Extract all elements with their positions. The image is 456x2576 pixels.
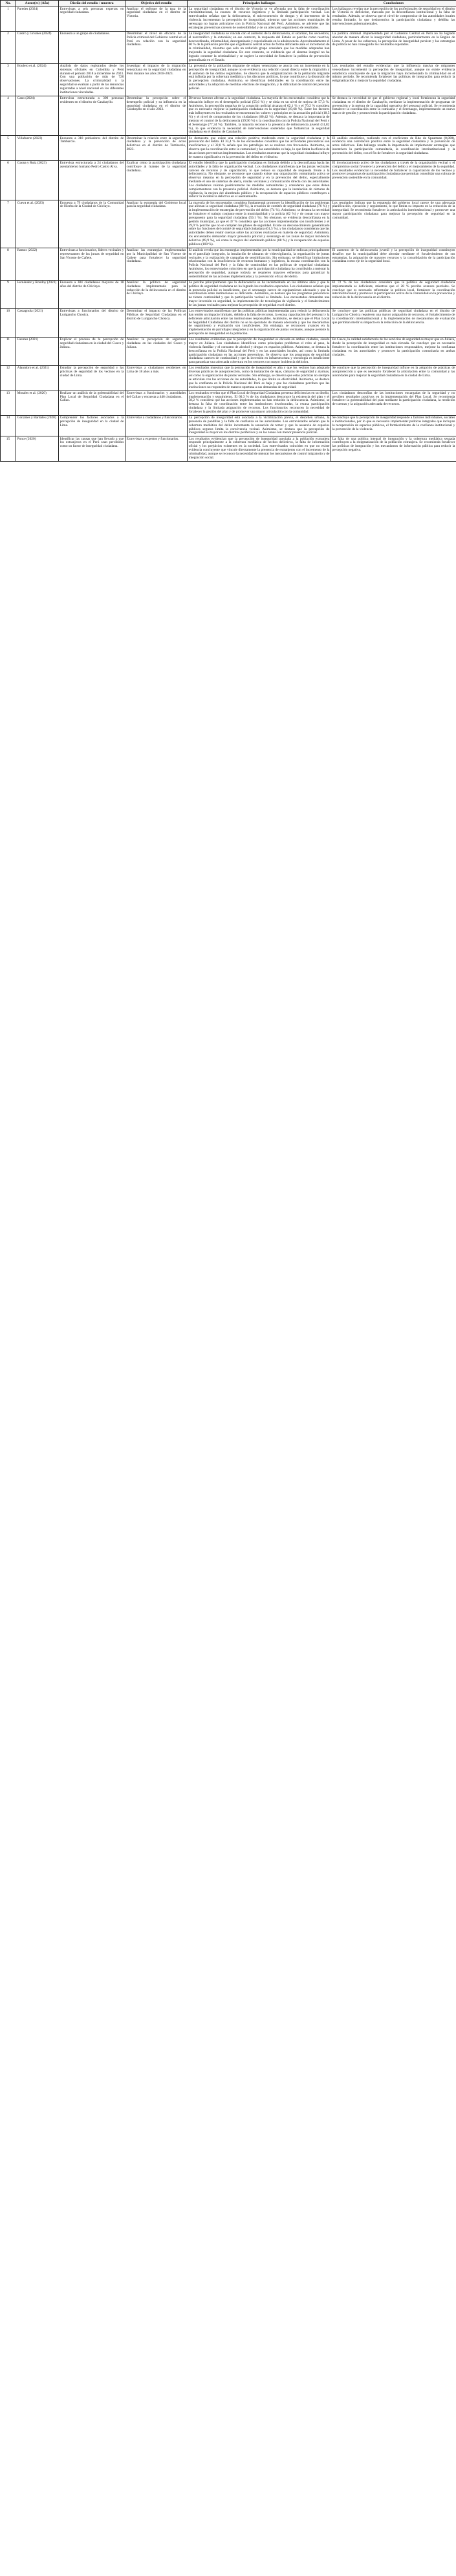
cell-no: 7 bbox=[1, 200, 16, 248]
cell-author: Gonzales y Bardales (2020) bbox=[16, 415, 59, 436]
cell-findings: El análisis revela que las estrategias implementadas por la municipalidad se enfocan principalmente en el patrullaje integrado, la instalación de cámaras de videovigilancia, la organización de juntas vecinales y la realización de campañas de sensibilización. Sin embargo, se identifican limitaciones relacionadas con la insuficiencia de recursos humanos y logísticos, la escasa coordinación con la Policía Nacional del Perú y la falta de continuidad en las políticas de seguridad ciudadana. Asimismo, los entrevistados coinciden en que la participación ciudadana ha contribuido a mejorar la percepción de seguridad, aunque todavía se requieren mayores esfuerzos para garantizar la sostenibilidad de las acciones implementadas y la prevención eficaz del delito. bbox=[188, 248, 331, 280]
cell-objective: Analizar la estrategia del Gobierno local para la seguridad ciudadana. bbox=[125, 200, 188, 248]
cell-design: Entrevistas a funcionarios del distrito de Lurigancho Chosica. bbox=[59, 308, 125, 337]
cell-conclusions: La política criminal implementada por el Gobierno Central en Perú no ha logrado abordar de manera eficaz la inseguridad ciudadana, particularmente en la Región de Lima. A pesar de los esfuerzos, la percepción de inseguridad persiste y las estrategias de política no han conseguido los resultados esperados. bbox=[331, 31, 456, 63]
cell-author: Villafuerte (2023) bbox=[16, 136, 59, 160]
cell-findings: Los resultados muestran que la percepción de inseguridad es alta y que los vecinos han adoptado diversas prácticas de autoprotección, como la instalación de rejas, cámaras de seguridad y alarmas, así como la organización de juntas vecinales. Sin embargo, se observa que estas prácticas no siempre se articulan con las acciones de las autoridades, lo que limita su efectividad. Asimismo, se destaca que la confianza en la Policía Nacional del Perú es baja y que los ciudadanos perciben que las instituciones no responden de manera oportuna a sus demandas de seguridad. bbox=[188, 366, 331, 391]
cell-no: 5 bbox=[1, 136, 16, 160]
cell-objective: Entrevistas a expertos y funcionarios. bbox=[125, 436, 188, 461]
cell-author: Fuentes (2021) bbox=[16, 338, 59, 366]
cell-no: 14 bbox=[1, 415, 16, 436]
cell-objective: Determinar el nivel de eficacia de la Policía criminal del Gobierno central en el Perú en relación con la seguridad ciudadana. bbox=[125, 31, 188, 63]
cell-conclusions: La falta de una política integral de integración y la cobertura mediática sesgada contribuyen a la estigmatización de la población extranjera. Se recomienda fortalecer las políticas de integración y los mecanismos de información pública para reducir la percepción negativa. bbox=[331, 436, 456, 461]
cell-no: 2 bbox=[1, 31, 16, 63]
cell-author: Ponce (2020) bbox=[16, 436, 59, 461]
cell-findings: La seguridad ciudadana en el distrito de Victoria se ve afectada por la falta de coordinación interinstitucional, la escasez de recursos logísticos y la limitada participación vecinal. Los entrevistados señalan que la delincuencia, el microcomercio de drogas y el incremento de la violencia incrementan la percepción de inseguridad, mientras que las acciones municipales de serenazgo no logran articularse con la Policía Nacional del Perú. Asimismo, se advierte que las estrategias preventivas carecen de sostenibilidad y de un adecuado seguimiento de resultados. bbox=[188, 6, 331, 31]
cell-design: Comprender los factores asociados a la percepción de inseguridad en la ciudad de Lima. bbox=[59, 415, 125, 436]
cell-conclusions: El aumento de la delincuencia juvenil y la percepción de inseguridad constituyen desafíos que la municipalidad debe abordar mediante el fortalecimiento de sus estrategias, la asignación de mayores recursos y la consolidación de la participación ciudadana como eje de la seguridad local. bbox=[331, 248, 456, 280]
cell-conclusions: Se concluye que la percepción de inseguridad responde a factores individuales, sociales e institucionales, por lo que es necesario implementar políticas integrales que incluyan la recuperación de espacios públicos, el fortalecimiento de la confianza institucional y la prevención de la violencia. bbox=[331, 415, 456, 436]
cell-design: Encuesta a 318 pobladores del distrito de Tambarcio. bbox=[59, 136, 125, 160]
cell-no: 10 bbox=[1, 308, 16, 337]
table-row bbox=[1, 366, 456, 391]
header-objective: Objetivo del estudio bbox=[125, 1, 188, 6]
cell-design: Estudiar la percepción de seguridad y las prácticas de seguridad de los vecinos en la ciudad de Lima. bbox=[59, 366, 125, 391]
cell-design: Entrevista estructurada a 24 ciudadanos del asentamiento humano Pedro Castro Alva. bbox=[59, 160, 125, 200]
cell-no: 4 bbox=[1, 96, 16, 136]
cell-objective: Analizar el enfoque de la tasa de la seguridad ciudadana en el distrito de Victoria. bbox=[125, 6, 188, 31]
cell-objective: Determinar la relación entre la seguridad ciudadana y la prevención de actos delictivos en el distrito de Tambarcio, 2023. bbox=[125, 136, 188, 160]
header-design: Diseño del estudio / muestra bbox=[59, 1, 125, 6]
table-row bbox=[1, 96, 456, 136]
cell-findings: Se demuestra que existe una relación positiva moderada entre la seguridad ciudadana y la prevención del delito. El 33,4 % de los encuestados considera que las actividades preventivas son insuficientes y el 32,8 % señala que los patrullajes no se realizan con frecuencia. Asimismo, se observa que la coordinación entre la comunidad y las autoridades es baja, lo que limita la eficacia de las acciones preventivas implementadas. Los resultados muestran que la seguridad ciudadana influye de manera significativa en la prevención del delito en el distrito. bbox=[188, 136, 331, 160]
cell-conclusions: En Cusco, la calidad satisfactoria de los servicios de seguridad es mayor que en Juliaca, donde la percepción de inseguridad es más elevada. Se concluye que es necesario fortalecer la coordinación entre las instituciones responsables, mejorar la confianza ciudadana en las autoridades y promover la participación comunitaria en ambas ciudades. bbox=[331, 338, 456, 366]
table-row bbox=[1, 200, 456, 248]
cell-author: Paredes (2024) bbox=[16, 6, 59, 31]
cell-objective: Entrevistas a ciudadanos residentes en Lima de 18 años a más. bbox=[125, 366, 188, 391]
cell-design: Encuesta a 79 ciudadanos de la Comunidad de Hierba de la Ciudad de Chiclayo. bbox=[59, 200, 125, 248]
cell-design: Encuesta a 384 ciudadanos mayores de 18 años del distrito de Chiclayo. bbox=[59, 280, 125, 308]
table-row bbox=[1, 280, 456, 308]
cell-objective: Explicar cómo la participación ciudadana contribuye al manejo de la seguridad ciudadana. bbox=[125, 160, 188, 200]
cell-author: Morales et al. (2020) bbox=[16, 391, 59, 415]
cell-no: 3 bbox=[1, 63, 16, 96]
cell-objective: Investigar el impacto de la migración venezolana en la seguridad ciudadana en Perú durante los años 2018-2023. bbox=[125, 63, 188, 96]
cell-conclusions: El involucramiento activo de los ciudadanos a través de la organización vecinal y el compromiso social favorece la prevención del delito y el mejoramiento de la seguridad. Los resultados evidencian la necesidad de fortalecer la capacitación de los vecinos y promover programas de participación ciudadana que permitan consolidar una cultura de prevención sostenible en la comunidad. bbox=[331, 160, 456, 200]
cell-conclusions: Los resultados del estudio evidencian que la influencia masiva de migrantes venezolanos incrementó la percepción de inseguridad, aunque no existe evidencia estadística concluyente de que la migración haya incrementado la criminalidad en el mismo período. Se recomienda fortalecer las políticas de integración para reducir la estigmatización y mejorar la seguridad ciudadana. bbox=[331, 63, 456, 96]
table-row bbox=[1, 308, 456, 337]
table-body bbox=[1, 6, 456, 461]
cell-objective: Entrevistas a ciudadanos y funcionarios. bbox=[125, 415, 188, 436]
header-findings: Principales hallazgos bbox=[188, 1, 331, 6]
cell-design: Encuesta a un grupo de ciudadanos. bbox=[59, 31, 125, 63]
cell-author: Cueva et al. (2023) bbox=[16, 200, 59, 248]
cell-objective: Analizar las estrategias implementadas por la Municipalidad de San Vicente de Cañete para fortalecer la seguridad ciudadana. bbox=[125, 248, 188, 280]
cell-author: Fernández y Rondoy (2022) bbox=[16, 280, 59, 308]
cell-findings: Los resultados revelan que el Plan Local de Seguridad Ciudadana presenta deficiencias en su diseño, implementación y seguimiento. El 60,3 % de los ciudadanos desconoce la existencia del plan y el 58,2 % considera que las acciones implementadas no han reducido la delincuencia. Asimismo, se destaca la falta de coordinación entre las instituciones involucradas, la escasa participación ciudadana y la limitada asignación de recursos. Los funcionarios reconocen la necesidad de fortalecer la gestión del plan y de promover una mayor articulación con la comunidad. bbox=[188, 391, 331, 415]
cell-findings: La inseguridad ciudadana se vincula con el aumento de la delincuencia, el sicariato, los secuestros, el narcotráfico y la extorsión; en ese contexto, la respuesta del Estado se percibe como reactiva, descoordinada, informalidad, desorganizada y especializada en la adolescencia. Aproximadamente el 60 % de la población percibe que el gobierno central actuó de forma deficiente ante el incremento de la criminalidad, mientras que solo un reducido grupo considera que las medidas adoptadas han mejorado la seguridad ciudadana. En este contexto, se evidencia que el sistema integral no ha logrado contener la criminalidad y se sugiere la necesidad de fortalecer la política de prevención generalizada en el Estado. bbox=[188, 31, 331, 63]
header-author: Autor(es) (Año) bbox=[16, 1, 59, 6]
cell-conclusions: Los ciudadanos desconfían de las instituciones encargadas de la seguridad y no perciben resultados positivos en la implementación del Plan Local. Se recomienda fortalecer la gobernabilidad del plan mediante la participación ciudadana, la rendición de cuentas y la asignación adecuada de recursos. bbox=[331, 391, 456, 415]
cell-objective: Determinar el impacto de las Políticas Públicas de Seguridad Ciudadana en el distrito de Lurigancho Chosica. bbox=[125, 308, 188, 337]
cell-author: Gaona y Ruiz (2023) bbox=[16, 160, 59, 200]
cell-no: 1 bbox=[1, 6, 16, 31]
cell-design: Explicar el proceso de la percepción de seguridad ciudadana en la ciudad del Cusco y Juliaca. bbox=[59, 338, 125, 366]
cell-design: Entrevistas a funcionarios, líderes vecinales y representantes de las juntas de seguridad en San Vicente de Cañete. bbox=[59, 248, 125, 280]
cell-findings: El estudio identifica que la participación ciudadana es limitada debido a la desconfianza hacia las autoridades y la falta de organización vecinal. Los ciudadanos manifiestan que las juntas vecinales carecen de recursos y de capacitación, lo que reduce su capacidad de respuesta frente a la delincuencia. No obstante, se reconoce que cuando existe una organización comunitaria activa se observan mejoras en la percepción de seguridad y en la prevención del delito, especialmente mediante el uso de sistemas de alerta, rondas vecinales y comunicación directa con las autoridades. Los ciudadanos valoran positivamente las medidas comunitarias y consideran que estas deben complementarse con la presencia policial. Asimismo, se destaca que la instalación de cámaras de vigilancia, la mejora del alumbrado público y la recuperación de espacios públicos contribuyen a reducir la incidencia delictiva en el asentamiento. bbox=[188, 160, 331, 200]
cell-conclusions: Se destaca la necesidad de que el gobierno regional y local fortalezcan la seguridad ciudadana en el distrito de Carabayllo, mediante la implementación de programas de prevención y la mejora de la capacidad operativa del personal policial. Se recomienda fortalecer la coordinación entre la comisaría y el Serenazgo, implementando un nuevo marco de gestión y promoviendo la participación ciudadana. bbox=[331, 96, 456, 136]
table-row bbox=[1, 6, 456, 31]
cell-author: Castagnola (2021) bbox=[16, 308, 59, 337]
cell-findings: La presencia de la población migrante de origen venezolano se asocia con un incremento en la percepción de inseguridad, aunque no se evidencia una relación causal directa entre la migración y el aumento de los delitos registrados. Se observa que la estigmatización de la población migrante está influida por la cobertura mediática y los discursos políticos, lo que contribuye a la distorsión de la percepción ciudadana. Asimismo, se identifican debilidades en la coordinación entre las autoridades y la adopción de medidas efectivas de integración, y la dificultad de control del personal policial. bbox=[188, 63, 331, 96]
cell-author: Ramos (2022) bbox=[16, 248, 59, 280]
table-row bbox=[1, 415, 456, 436]
cell-no: 8 bbox=[1, 248, 16, 280]
cell-author: Cano (2024) bbox=[16, 96, 59, 136]
table-row bbox=[1, 436, 456, 461]
cell-no: 9 bbox=[1, 280, 16, 308]
table-row bbox=[1, 391, 456, 415]
table-row bbox=[1, 160, 456, 200]
cell-author: Boulero et al. (2024) bbox=[16, 63, 59, 96]
table-row bbox=[1, 63, 456, 96]
cell-objective: Analizar la política de seguridad ciudadana implementada para la reducción de la delincuencia en el distrito de Chiclayo. bbox=[125, 280, 188, 308]
cell-no: 6 bbox=[1, 160, 16, 200]
cell-findings: Los entrevistados manifiestan que las políticas públicas implementadas para reducir la delincuencia han tenido un impacto limitado, debido a la falta de recursos, la escasa capacitación del personal y la deficiente articulación entre las instituciones responsables. Asimismo, se destaca que el Plan Local de Seguridad Ciudadana del distrito no se ha ejecutado de manera adecuada y que los mecanismos de seguimiento y evaluación son insuficientes. Sin embargo, se reconocen avances en la implementación de patrullajes integrados y en la organización de juntas vecinales, aunque persiste la percepción de inseguridad en la población. bbox=[188, 308, 331, 337]
literature-review-table bbox=[0, 0, 456, 462]
table-row bbox=[1, 248, 456, 280]
cell-design: Análisis de datos registrados desde los sistemas oficiales en Colombia y Perú durante el período 2018 a diciembre de 2023. Con una población de más de 720 observaciones. La criminalidad y la seguridad se evalúan a partir de las denuncias registradas a nivel nacional en los diferentes instituciones vinculadas. bbox=[59, 63, 125, 96]
cell-conclusions: Se concluye que la percepción de inseguridad influye en la adopción de prácticas de autoprotección y que es necesario fortalecer la articulación entre la comunidad y las autoridades para mejorar la seguridad ciudadana en la ciudad de Lima. bbox=[331, 366, 456, 391]
cell-conclusions: Los hallazgos revelan que la percepción de los profesionales de seguridad en el distrito de Victoria es deficiente, marcada por la desconfianza institucional y la falta de resultados. Además, se observa que el nivel de compromiso de las autoridades locales resulta limitado, lo que desincentiva la participación ciudadana y debilita las intervenciones gubernamentales. bbox=[331, 6, 456, 31]
header-conclusions: Conclusiones bbox=[331, 1, 456, 6]
cell-conclusions: Se concluye que las políticas públicas de seguridad ciudadana en el distrito de Lurigancho Chosica requieren una mayor asignación de recursos, el fortalecimiento de la coordinación interinstitucional y la implementación de mecanismos de evaluación que permitan medir su impacto en la reducción de la delincuencia. bbox=[331, 308, 456, 337]
cell-findings: La mayoría de los encuestados considera fundamental promover la identificación de los problemas que afectan la seguridad ciudadana (80 %), la creación de comités de seguridad ciudadana (76 %) y la implementación de estrategias de prevención del delito (74 %). Asimismo, se destaca la necesidad de fortalecer el trabajo conjunto entre la municipalidad y la policía (62 %) y de contar con mayor presupuesto para la seguridad ciudadana (59,1 %). No obstante, se evidencia desconfianza en la gestión municipal, ya que el 47 % considera que las acciones implementadas son insuficientes y el 39,9 % percibe que no se cumplen los planes de seguridad. Existe un desconocimiento generalizado sobre las funciones del comité de seguridad ciudadana (61,5 %), y los ciudadanos consideran que las autoridades deben rendir cuentas sobre las acciones realizadas en materia de seguridad. Asimismo, los encuestados demandan mayor presencia policial y serenazgo en las zonas de mayor incidencia delictiva (69,9 %), así como la mejora del alumbrado público (88 %) y la recuperación de espacios públicos (100 %). bbox=[188, 200, 331, 248]
cell-no: 15 bbox=[1, 436, 16, 461]
cell-author: Alanmbro et al. (2021) bbox=[16, 366, 59, 391]
cell-objective: Determinar la percepción sobre el desempeño policial y su influencia en la seguridad ciudadana en el distrito de Carabayllo en el año 2023. bbox=[125, 96, 188, 136]
header-no: No. bbox=[1, 1, 16, 6]
cell-author: Castro y Grisales (2024) bbox=[16, 31, 59, 63]
cell-findings: Los resultados evidencian que la percepción de inseguridad es elevada en ambas ciudades, siendo mayor en Juliaca. Los ciudadanos identifican como principales problemas el robo al paso, la violencia familiar y el consumo de alcohol y drogas en espacios públicos. Asimismo, se destaca la desconfianza en la Policía Nacional del Perú y en las autoridades locales, así como la limitada participación ciudadana en las acciones preventivas. Se observa que los programas de seguridad ciudadana carecen de continuidad y que la inversión en infraestructura y tecnología es insuficiente para garantizar una adecuada cobertura en los sectores con mayor incidencia delictiva. bbox=[188, 338, 331, 366]
table-row bbox=[1, 136, 456, 160]
table-header-row bbox=[1, 1, 456, 6]
cell-conclusions: El análisis estadístico, realizado con el coeficiente de Rho de Spearman (0,800), evidencia una correlación positiva entre la seguridad ciudadana y la prevención de actos delictivos. Este hallazgo resalta la importancia de implementar estrategias que incentiven la participación comunitaria, la coordinación interinstitucional y la prevención del delito, con el fin de fortalecer la seguridad ciudadana. bbox=[331, 136, 456, 160]
cell-findings: La percepción de inseguridad está asociada a la victimización previa, el desorden urbano, la presencia de pandillas y la falta de confianza en las autoridades. Los entrevistados señalan que la cobertura mediática del delito incrementa la sensación de temor y que la ausencia de espacios públicos seguros limita la convivencia vecinal. Asimismo, se destaca que la percepción de inseguridad es mayor en los distritos periféricos y en las zonas con menor presencia policial. bbox=[188, 415, 331, 436]
cell-conclusions: El 72 % de los ciudadanos considera que la política de seguridad ciudadana implementada es deficiente, mientras que el 28 % percibe avances parciales. Se concluye que es necesario reformular la política local, fortalecer la coordinación interinstitucional y promover la participación activa de la comunidad en la prevención y reducción de la delincuencia en el distrito. bbox=[331, 280, 456, 308]
cell-design: Entrevistas a seis personas expertas en seguridad ciudadana. bbox=[59, 6, 125, 31]
table-row bbox=[1, 31, 456, 63]
cell-no: 12 bbox=[1, 366, 16, 391]
table-row bbox=[1, 338, 456, 366]
cell-design: Entrevista estructurada a 300 personas residentes en el distrito de Carabayllo. bbox=[59, 96, 125, 136]
cell-findings: Diversos factores afectan a la seguridad ciudadana. La mayoría de los encuestados considera que la educación influye en el desempeño policial (55,6 %) y se sitúa en un nivel de mejora de 57,3 %. Asimismo, la percepción negativa de la actuación policial alcanza el 62,1 % y el 70,2 % considera que es necesario mejorar la participación ciudadana en la seguridad (19,68 %). Entre los factores más influyentes en los resultados se encuentran los valores y principios en la actuación policial (18,5 %) y el nivel de compromiso de los ciudadanos (80,42 %). Además, se destaca la importancia de mejorar el control de la delincuencia (39,90 %) y la coordinación con la Policía Nacional del Perú y el Serenazgo (77,34 %). También, la mayoría reconoce la presencia de delincuencia juvenil (51,82 %), lo que evidencia la necesidad de intervenciones sostenidas que fortalezcan la seguridad ciudadana en el distrito de Carabayllo. bbox=[188, 96, 331, 136]
cell-findings: Se percibe principalmente que la delincuencia se ha incrementado en los últimos años y que la política de seguridad ciudadana no ha logrado los resultados esperados. Los ciudadanos señalan que la presencia policial es insuficiente, que el serenazgo carece de equipamiento adecuado y que la coordinación entre instituciones es deficiente. Asimismo, se destaca que los programas preventivos no tienen continuidad y que la participación vecinal es limitada. Los encuestados demandan una mayor inversión en seguridad, la implementación de tecnologías de vigilancia y el fortalecimiento de las juntas vecinales para mejorar la percepción de seguridad en el distrito. bbox=[188, 280, 331, 308]
cell-objective: Analizar la percepción de seguridad ciudadana en las ciudades del Cusco y Juliaca. bbox=[125, 338, 188, 366]
cell-conclusions: Los resultados indican que la estrategia del gobierno local carece de una adecuada planificación, ejecución y seguimiento, lo que limita su impacto en la reducción de la inseguridad. Se recomienda fortalecer la articulación interinstitucional y promover una mayor participación ciudadana para mejorar la percepción de seguridad en la comunidad. bbox=[331, 200, 456, 248]
cell-objective: Entrevistas a funcionarios y autoridades del Callao y encuesta a 446 ciudadanos. bbox=[125, 391, 188, 415]
cell-findings: Los resultados evidencian que la percepción de inseguridad asociada a la población extranjera responde principalmente a la cobertura mediática de hechos delictivos, la falta de información oficial y los prejuicios existentes en la sociedad. Los entrevistados coinciden en que no existe evidencia concluyente que vincule directamente la presencia de extranjeros con el incremento de la criminalidad, aunque se reconoce la necesidad de mejorar los mecanismos de control migratorio y de integración social. bbox=[188, 436, 331, 461]
cell-no: 13 bbox=[1, 391, 16, 415]
cell-design: Identificar las causas que han llevado a que los extranjeros en el Perú sean percibidos como un factor de inseguridad ciudadana. bbox=[59, 436, 125, 461]
cell-no: 11 bbox=[1, 338, 16, 366]
cell-design: Realizar un análisis de la gobernabilidad del Plan Local de Seguridad Ciudadana en el Callao. bbox=[59, 391, 125, 415]
